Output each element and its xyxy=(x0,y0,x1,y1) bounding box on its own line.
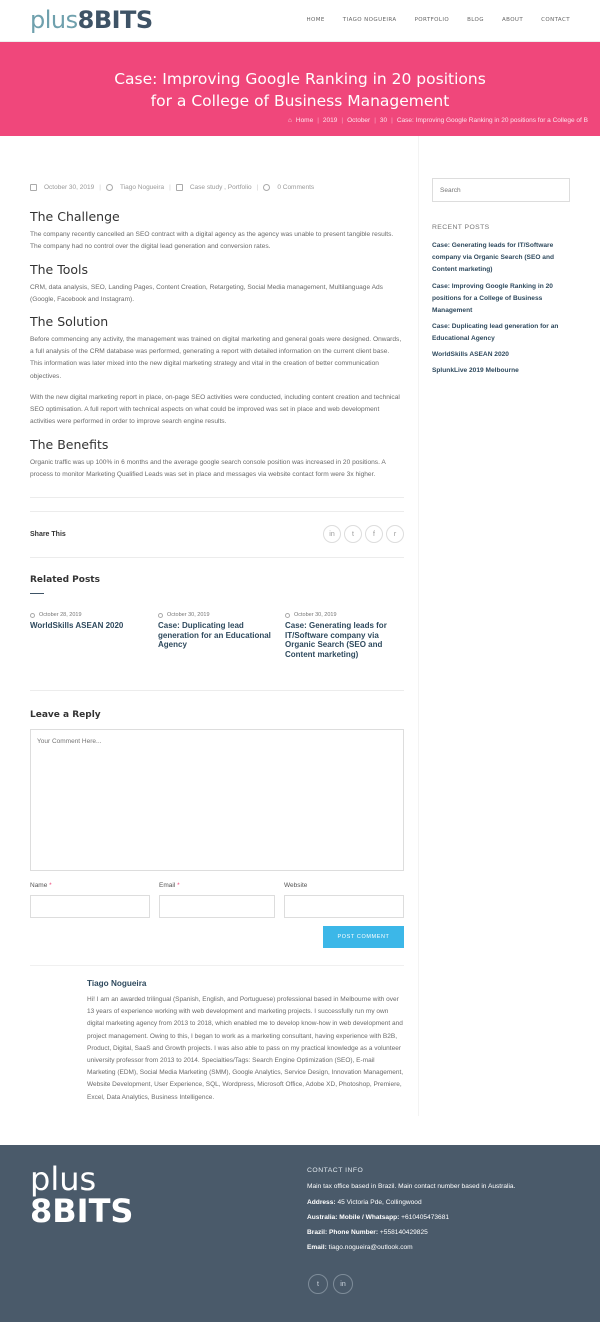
related-post-date: October 28, 2019 xyxy=(39,612,82,618)
meta-separator: | xyxy=(99,184,101,191)
clock-icon xyxy=(30,613,35,618)
related-posts-title: Related Posts xyxy=(30,575,100,585)
name-label xyxy=(30,882,52,889)
home-icon: ⌂ xyxy=(287,117,292,124)
page-title-line-2: for a College of Business Management xyxy=(150,92,450,110)
nav-about[interactable]: ABOUT xyxy=(501,17,524,23)
related-post-date: October 30, 2019 xyxy=(167,612,210,618)
related-post-title[interactable]: Case: Generating leads for IT/Software company via Organic Search (SEO and Content marketing) xyxy=(285,621,387,659)
breadcrumb-separator: | xyxy=(341,117,344,124)
clock-icon xyxy=(285,613,290,618)
nav-portfolio[interactable]: PORTFOLIO xyxy=(414,17,450,23)
section-heading-solution: The Solution xyxy=(30,314,109,329)
linkedin-icon[interactable]: in xyxy=(333,1274,353,1294)
name-label-text: Name xyxy=(30,882,48,889)
breadcrumb xyxy=(288,117,588,124)
share-label: Share This xyxy=(30,531,66,538)
email-label xyxy=(159,882,180,889)
address-label: Address: xyxy=(307,1199,336,1206)
contact-email xyxy=(307,1244,413,1251)
twitter-icon[interactable]: t xyxy=(344,525,362,543)
post-comment-button[interactable]: POST COMMENT xyxy=(323,926,404,948)
sidebar-divider xyxy=(418,136,419,1116)
website-label-text: Website xyxy=(284,882,308,889)
facebook-icon[interactable]: f xyxy=(365,525,383,543)
tools-paragraph: CRM, data analysis, SEO, Landing Pages, Content Creation, Retargeting, Social Media management, Multilanguage Ads (Google, Facebook and Instagram). xyxy=(30,284,383,304)
meta-separator: | xyxy=(256,184,259,191)
search-input[interactable] xyxy=(432,178,570,202)
divider xyxy=(30,511,404,512)
name-field[interactable] xyxy=(30,895,150,918)
required-mark: * xyxy=(49,882,52,889)
reply-title: Leave a Reply xyxy=(30,710,101,720)
brazil-phone-value: +558140429825 xyxy=(379,1229,428,1236)
australia-phone-label: Australia: Mobile / Whatsapp: xyxy=(307,1214,400,1221)
required-mark: * xyxy=(177,882,180,889)
recent-post-link[interactable]: SplunkLive 2019 Melbourne xyxy=(432,367,519,374)
page-title xyxy=(80,68,520,112)
nav-home[interactable]: HOME xyxy=(306,17,325,23)
divider xyxy=(30,557,404,558)
solution-paragraph-1: Before commencing any activity, the management was trained on digital marketing and general goals were designed. Onwards, a full analysis of the CRM database was performed, generating a report with detailed information on the current client base. This information was later mixed into the new digital marketing strategy and vital in the creation of better communication objectives. xyxy=(30,336,402,380)
recent-posts-title: RECENT POSTS xyxy=(432,224,490,231)
calendar-icon xyxy=(30,184,37,191)
contact-info-title: CONTACT INFO xyxy=(307,1167,364,1174)
twitter-icon[interactable]: t xyxy=(308,1274,328,1294)
challenge-paragraph: The company recently cancelled an SEO contract with a digital agency as the agency was unable to present tangible results. The company had no control over the digital lead generation and conversion rates. xyxy=(30,231,394,251)
breadcrumb-month[interactable]: October xyxy=(347,117,371,124)
related-post-date: October 30, 2019 xyxy=(294,612,337,618)
related-post-meta xyxy=(285,612,405,618)
benefits-paragraph: Organic traffic was up 100% in 6 months and the average google search console position was increased in 20 positions. A process to monitor Marketing Qualified Leads was set in place and messages via website contact form were 3x higher. xyxy=(30,459,386,479)
share-buttons xyxy=(323,525,404,543)
site-logo[interactable] xyxy=(30,6,153,34)
reddit-icon[interactable]: r xyxy=(386,525,404,543)
post-date[interactable]: October 30, 2019 xyxy=(44,184,95,191)
website-field[interactable] xyxy=(284,895,404,918)
author-box-divider xyxy=(30,965,404,966)
footer-logo-line-1: plus xyxy=(30,1160,97,1198)
related-post-meta xyxy=(158,612,278,618)
folder-icon xyxy=(176,184,183,191)
email-value[interactable]: tiago.nogueira@outlook.com xyxy=(328,1244,413,1251)
post-categories[interactable]: Case study , Portfolio xyxy=(189,184,252,191)
recent-post-link[interactable]: WorldSkills ASEAN 2020 xyxy=(432,351,509,358)
breadcrumb-year[interactable]: 2019 xyxy=(322,117,338,124)
site-header xyxy=(0,0,600,42)
breadcrumb-current: Case: Improving Google Ranking in 20 positions for a College of B xyxy=(396,117,588,124)
related-post-title[interactable]: WorldSkills ASEAN 2020 xyxy=(30,621,124,630)
solution-paragraph-2: With the new digital marketing report in place, on-page SEO activities were conducted, including content creation and technical SEO optimisation. A full report with technical aspects on what could be improved was set in place and web development activities were performed in order to improve search engine results. xyxy=(30,394,400,426)
comment-textarea[interactable] xyxy=(30,729,404,871)
email-label-footer: Email: xyxy=(307,1244,327,1251)
related-post xyxy=(30,612,150,631)
address-value: 45 Victoria Pde, Collingwood xyxy=(337,1199,422,1206)
related-post-title[interactable]: Case: Duplicating lead generation for an Educational Agency xyxy=(158,621,271,649)
australia-phone-value: +610405473681 xyxy=(401,1214,450,1221)
contact-brazil-phone xyxy=(307,1229,428,1236)
footer-logo-line-2: 8BITS xyxy=(30,1192,134,1230)
brazil-phone-label: Brazil: Phone Number: xyxy=(307,1229,379,1236)
comment-icon xyxy=(263,184,270,191)
breadcrumb-home[interactable]: Home xyxy=(295,117,314,124)
author-name[interactable]: Tiago Nogueira xyxy=(87,979,147,988)
author-bio: Hi! I am an awarded trilingual (Spanish, English, and Portuguese) professional based in Melbourne with over 13 years of experience working with web development and marketing projects. I successfully run my own digital marketing agency from 2013 to 2018, which enabled me to develop know-how in web development and project management. Owing to this, I began to work as a marketing consultant, having experience with B2B, Product, Digital, SaaS and Growth projects. I was also able to pass on my practical knowledge as a volunteer university professor from 2013 to 2014. Specialties/Tags: Search Engine Optimization (SEO), E-mail Marketing (EDM), Social Media Marketing (SMM), Google Analytics, Service Design, Innovation Management, Website Development, User Experience, SQL, Wordpress, Microsoft Office, Adobe XD, Photoshop, Premiere, Excel, Data Analytics, Business Intelligence. xyxy=(87,996,404,1101)
main-nav xyxy=(306,17,570,23)
footer-logo[interactable] xyxy=(30,1160,134,1230)
related-post-meta xyxy=(30,612,150,618)
contact-note: Main tax office based in Brazil. Main contact number based in Australia. xyxy=(307,1183,516,1190)
logo-plus: plus xyxy=(30,6,78,34)
divider xyxy=(30,497,404,498)
post-meta xyxy=(30,184,314,191)
nav-tiago-nogueira[interactable]: TIAGO NOGUEIRA xyxy=(342,17,397,23)
recent-post-link[interactable]: Case: Improving Google Ranking in 20 positions for a College of Business Management xyxy=(432,283,553,315)
page-title-line-1: Case: Improving Google Ranking in 20 positions xyxy=(114,70,486,88)
divider xyxy=(30,690,404,691)
breadcrumb-separator: | xyxy=(317,117,319,124)
breadcrumb-separator: | xyxy=(374,117,376,124)
contact-address xyxy=(307,1199,422,1206)
website-label xyxy=(284,882,307,889)
user-icon xyxy=(106,184,113,191)
related-post xyxy=(158,612,278,650)
recent-post-link[interactable]: Case: Generating leads for IT/Software company via Organic Search (SEO and Content marketing) xyxy=(432,242,555,274)
breadcrumb-separator: | xyxy=(391,117,393,124)
related-title-underline xyxy=(30,593,44,594)
email-label-text: Email xyxy=(159,882,176,889)
section-heading-benefits: The Benefits xyxy=(30,437,109,452)
email-field[interactable] xyxy=(159,895,275,918)
logo-bits: 8BITS xyxy=(77,6,153,34)
clock-icon xyxy=(158,613,163,618)
section-heading-tools: The Tools xyxy=(30,262,89,277)
meta-separator: | xyxy=(169,184,171,191)
post-author[interactable]: Tiago Nogueira xyxy=(119,184,165,191)
section-heading-challenge: The Challenge xyxy=(30,209,120,224)
post-comments-count[interactable]: 0 Comments xyxy=(277,184,315,191)
nav-contact[interactable]: CONTACT xyxy=(541,17,570,23)
breadcrumb-day[interactable]: 30 xyxy=(379,117,388,124)
linkedin-icon[interactable]: in xyxy=(323,525,341,543)
related-post xyxy=(285,612,405,659)
recent-post-link[interactable]: Case: Duplicating lead generation for an Educational Agency xyxy=(432,323,559,343)
nav-blog[interactable]: BLOG xyxy=(467,17,484,23)
contact-australia-phone xyxy=(307,1214,449,1221)
